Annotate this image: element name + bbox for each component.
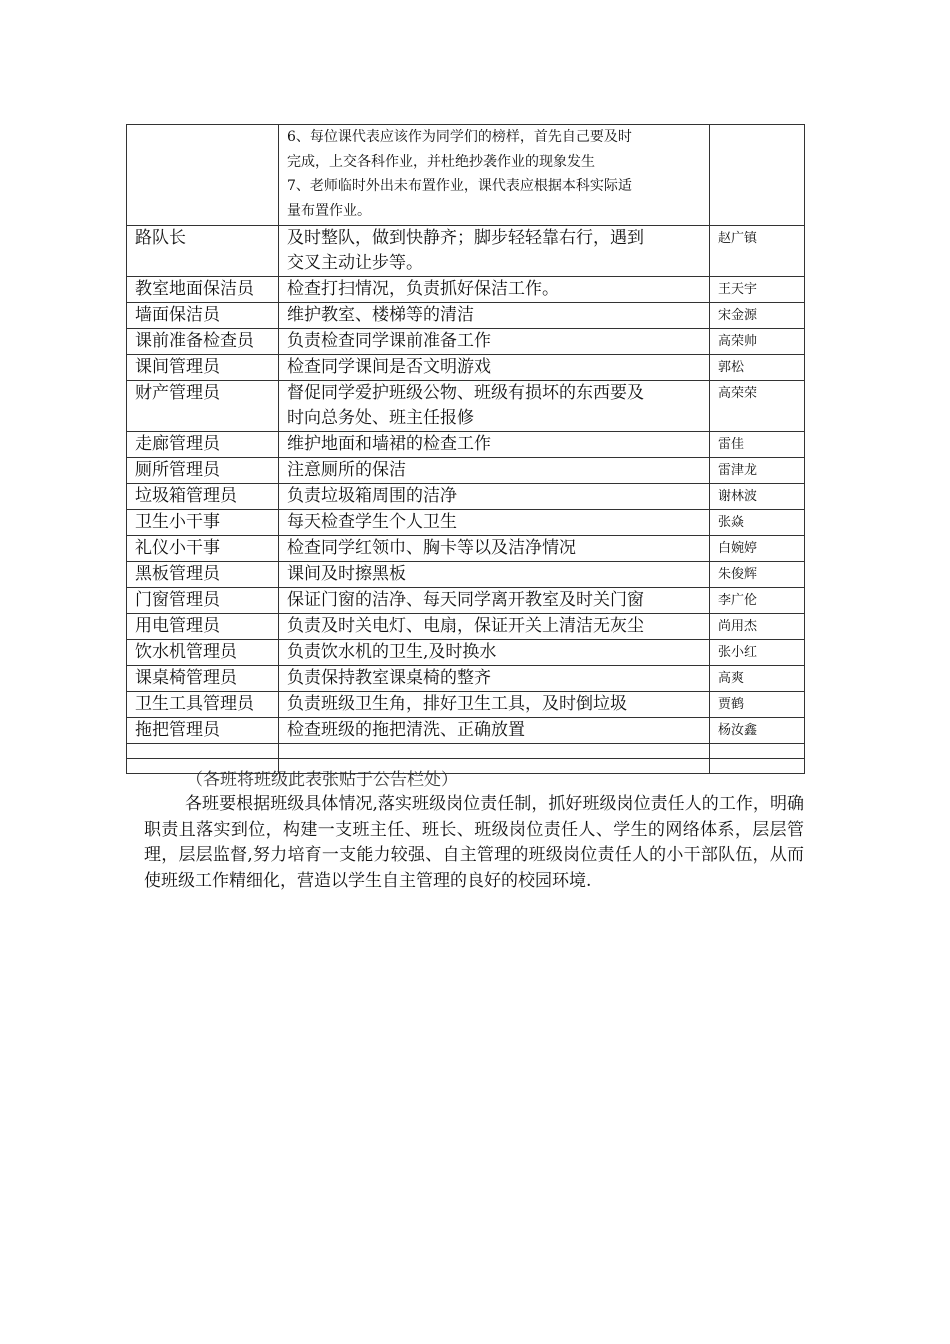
duty-description-cell (279, 536, 710, 562)
description-line: 督促同学爱护班级公物、班级有损坏的东西要及 (287, 383, 644, 403)
role-cell: 黑板管理员 (127, 562, 279, 588)
role-cell: 礼仪小干事 (127, 536, 279, 562)
table-row (127, 484, 805, 510)
duty-description-cell (279, 484, 710, 510)
table-row (127, 329, 805, 355)
person-name-cell: 赵广镇 (710, 226, 805, 277)
duty-description-cell (279, 381, 710, 432)
person-name-cell: 杨汝鑫 (710, 718, 805, 744)
person-name-cell: 张焱 (710, 510, 805, 536)
description-line: 完成，上交各科作业，并杜绝抄袭作业的现象发生 (287, 153, 595, 170)
person-name-cell: 朱俊辉 (710, 562, 805, 588)
duty-description-cell (279, 718, 710, 744)
person-name-cell: 白婉婷 (710, 536, 805, 562)
person-name-cell: 尚用杰 (710, 614, 805, 640)
description-line: 负责检查同学课前准备工作 (287, 331, 491, 351)
empty-cell (127, 744, 279, 759)
duty-description-cell (279, 640, 710, 666)
duty-description-cell (279, 432, 710, 458)
description-line: 负责垃圾箱周围的洁净 (287, 486, 457, 506)
empty-cell (710, 759, 805, 774)
table-row (127, 692, 805, 718)
description-line: 注意厕所的保洁 (287, 460, 406, 480)
table-row (127, 640, 805, 666)
table-row (127, 510, 805, 536)
duty-description-cell (279, 303, 710, 329)
duty-description-cell (279, 588, 710, 614)
description-line: 维护地面和墙裙的检查工作 (287, 434, 491, 454)
duty-table-body (127, 125, 805, 774)
description-line: 负责保持教室课桌椅的整齐 (287, 668, 491, 688)
table-row (127, 277, 805, 303)
summary-paragraph: 各班要根据班级具体情况,落实班级岗位责任制，抓好班级岗位责任人的工作，明确职责且落实到位，构建一支班主任、班长、班级岗位责任人、学生的网络体系，层层管理，层层监督,努力培育一支能力较强、自主管理的班级岗位责任人的小干部队伍，从而使班级工作精细化，营造以学生自主管理的良好的校园环境. (144, 794, 804, 891)
table-row (127, 666, 805, 692)
description-line: 保证门窗的洁净、每天同学离开教室及时关门窗 (287, 590, 644, 610)
table-row (127, 432, 805, 458)
person-name-cell (710, 125, 805, 226)
description-line: 课间及时擦黑板 (287, 564, 406, 584)
empty-cell (710, 744, 805, 759)
description-line: 时向总务处、班主任报修 (287, 408, 474, 428)
role-cell: 用电管理员 (127, 614, 279, 640)
person-name-cell: 高爽 (710, 666, 805, 692)
role-cell: 拖把管理员 (127, 718, 279, 744)
description-line: 7、老师临时外出未布置作业，课代表应根据本科实际适 (287, 178, 632, 194)
description-line: 负责饮水机的卫生,及时换水 (287, 642, 497, 662)
description-line: 6、每位课代表应该作为同学们的榜样，首先自己要及时 (287, 129, 632, 145)
table-row (127, 381, 805, 432)
person-name-cell: 贾鹤 (710, 692, 805, 718)
role-cell: 卫生工具管理员 (127, 692, 279, 718)
table-row (127, 303, 805, 329)
person-name-cell: 张小红 (710, 640, 805, 666)
table-row (127, 536, 805, 562)
role-cell: 门窗管理员 (127, 588, 279, 614)
table-row (127, 226, 805, 277)
duty-description-cell (279, 458, 710, 484)
person-name-cell: 高荣帅 (710, 329, 805, 355)
role-cell: 财产管理员 (127, 381, 279, 432)
description-line: 检查班级的拖把清洗、正确放置 (287, 720, 525, 740)
role-cell: 课间管理员 (127, 355, 279, 381)
role-cell: 教室地面保洁员 (127, 277, 279, 303)
person-name-cell: 郭松 (710, 355, 805, 381)
table-row (127, 718, 805, 744)
description-line: 检查同学红领巾、胸卡等以及洁净情况 (287, 538, 576, 558)
person-name-cell: 高荣荣 (710, 381, 805, 432)
role-cell: 垃圾箱管理员 (127, 484, 279, 510)
table-row (127, 588, 805, 614)
person-name-cell: 李广伦 (710, 588, 805, 614)
description-line: 每天检查学生个人卫生 (287, 512, 457, 532)
duty-description-cell (279, 329, 710, 355)
table-row-continued (127, 125, 805, 226)
person-name-cell: 谢林波 (710, 484, 805, 510)
description-line: 交叉主动让步等。 (287, 253, 423, 273)
person-name-cell: 王天宇 (710, 277, 805, 303)
table-row (127, 562, 805, 588)
role-cell: 卫生小干事 (127, 510, 279, 536)
duty-description-cell (279, 666, 710, 692)
posting-note: （各班将班级此表张贴于公告栏处） (186, 770, 458, 790)
empty-table-row (127, 744, 805, 759)
role-cell: 课桌椅管理员 (127, 666, 279, 692)
role-cell (127, 125, 279, 226)
empty-cell (279, 744, 710, 759)
description-line: 量布置作业。 (287, 202, 371, 219)
role-cell: 路队长 (127, 226, 279, 277)
description-line: 检查打扫情况，负责抓好保洁工作。 (287, 279, 559, 299)
duty-description-cell (279, 510, 710, 536)
table-row (127, 458, 805, 484)
duty-description-cell (279, 277, 710, 303)
description-line: 维护教室、楼梯等的清洁 (287, 305, 474, 325)
person-name-cell: 雷佳 (710, 432, 805, 458)
description-line: 及时整队，做到快静齐；脚步轻轻靠右行，遇到 (287, 228, 644, 248)
role-cell: 走廊管理员 (127, 432, 279, 458)
person-name-cell: 雷津龙 (710, 458, 805, 484)
role-cell: 厕所管理员 (127, 458, 279, 484)
duty-table (126, 124, 805, 774)
duty-description-cell (279, 125, 710, 226)
role-cell: 饮水机管理员 (127, 640, 279, 666)
role-cell: 墙面保洁员 (127, 303, 279, 329)
duty-description-cell (279, 562, 710, 588)
role-cell: 课前准备检查员 (127, 329, 279, 355)
person-name-cell: 宋金源 (710, 303, 805, 329)
duty-description-cell (279, 692, 710, 718)
description-line: 负责班级卫生角，排好卫生工具，及时倒垃圾 (287, 694, 627, 714)
description-line: 检查同学课间是否文明游戏 (287, 357, 491, 377)
description-line: 负责及时关电灯、电扇，保证开关上清洁无灰尘 (287, 616, 644, 636)
duty-description-cell (279, 614, 710, 640)
duty-description-cell (279, 355, 710, 381)
duty-description-cell (279, 226, 710, 277)
table-row (127, 614, 805, 640)
table-row (127, 355, 805, 381)
